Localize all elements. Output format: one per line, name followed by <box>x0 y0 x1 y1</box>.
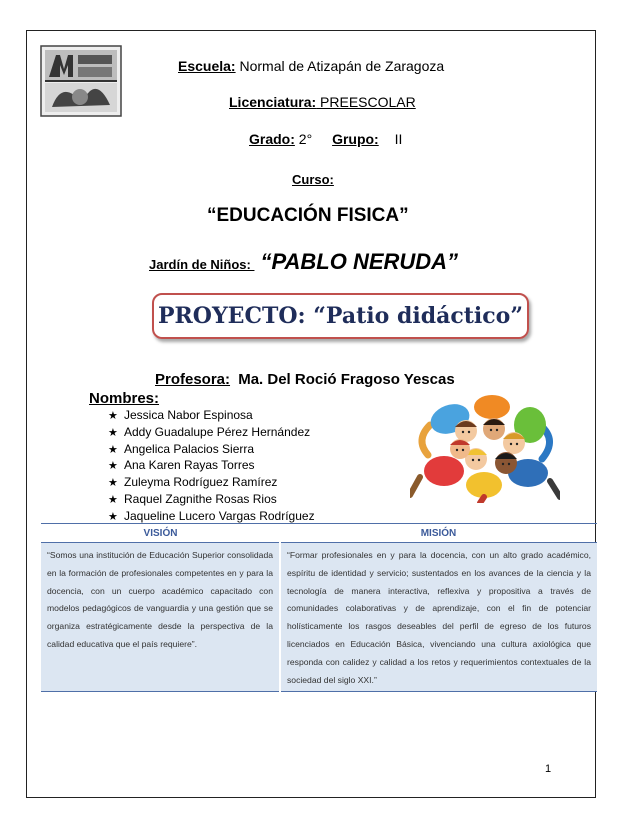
escuela-value: Normal de Atizapán de Zaragoza <box>239 58 445 74</box>
jardin-row <box>149 249 458 275</box>
list-item <box>108 492 315 509</box>
student-name: Jaqueline Lucero Vargas Rodríguez <box>124 508 315 523</box>
student-name: Raquel Zagnithe Rosas Rios <box>124 491 277 506</box>
grado-value: 2° <box>298 131 313 147</box>
curso-label <box>292 171 334 187</box>
children-circle-illustration <box>410 385 560 503</box>
list-item <box>108 408 315 425</box>
curso-label-text: Curso: <box>292 172 334 187</box>
profesora-value: Ma. Del Roció Fragoso Yescas <box>238 371 455 388</box>
nombres-label: Nombres: <box>89 390 160 407</box>
proyecto-banner: PROYECTO: “Patio didáctico” <box>152 293 529 339</box>
star-bullet-icon: ★ <box>108 477 118 490</box>
list-item <box>108 458 315 475</box>
star-bullet-icon: ★ <box>108 510 118 523</box>
student-name: Addy Guadalupe Pérez Hernández <box>124 424 311 439</box>
star-bullet-icon: ★ <box>108 410 118 422</box>
grado-grupo-row <box>249 131 402 147</box>
curso-title: “EDUCACIÓN FISICA” <box>207 205 409 226</box>
mision-header: MISIÓN <box>280 524 597 543</box>
star-bullet-icon: ★ <box>108 443 118 456</box>
star-bullet-icon: ★ <box>108 426 118 439</box>
star-bullet-icon: ★ <box>108 460 118 473</box>
list-item <box>108 442 315 459</box>
escuela-row <box>178 58 444 74</box>
school-crest-logo <box>40 45 122 117</box>
student-name: Zuleyma Rodríguez Ramírez <box>124 475 278 490</box>
profesora-label: Profesora: <box>155 371 231 388</box>
licenciatura-value: PREESCOLAR <box>316 94 416 110</box>
page-number: 1 <box>545 763 552 775</box>
student-name: Ana Karen Rayas Torres <box>124 458 255 473</box>
grupo-label: Grupo: <box>332 131 379 147</box>
jardin-label: Jardín de Niños: <box>149 257 255 272</box>
vision-mision-table <box>41 523 597 692</box>
grupo-value: II <box>394 131 403 147</box>
list-item <box>108 475 315 492</box>
escuela-label: Escuela: <box>178 58 236 74</box>
licenciatura-row <box>229 94 416 110</box>
star-bullet-icon: ★ <box>108 493 118 506</box>
jardin-value: “PABLO NERUDA” <box>260 249 459 274</box>
mision-text: “Formar profesionales en y para la docencia, con un alto grado académico, espíritu de identidad y servicio; sustentados en los avances de la ciencia y la tecnología de manera interactiva, reflexiva y propositiva a través de comunidades colaborativas y de aprendizaje, con el fin de potenciar holísticamente los rasgos deseables del perfil de egreso de los futuros licenciados en Educación Básica, vivenciando una cultura axiológica que responda con calidez y calidad a los retos y requerimientos contextuales de la sociedad del siglo XXI.” <box>280 543 597 692</box>
vision-header: VISIÓN <box>41 524 280 543</box>
student-name: Angelica Palacios Sierra <box>124 441 255 456</box>
grado-label: Grado: <box>249 131 295 147</box>
names-list <box>108 408 315 526</box>
licenciatura-label: Licenciatura: <box>229 94 317 110</box>
vision-text: “Somos una institución de Educación Superior consolidada en la formación de profesionales competentes en y para la docencia, con un cuerpo académico capacitado con modelos pedagógicos de vanguardia y una gestión que se organiza estratégicamente desde la perspectiva de la calidad educativa que el país requiere”. <box>41 543 280 692</box>
list-item <box>108 425 315 442</box>
student-name: Jessica Nabor Espinosa <box>124 408 253 422</box>
